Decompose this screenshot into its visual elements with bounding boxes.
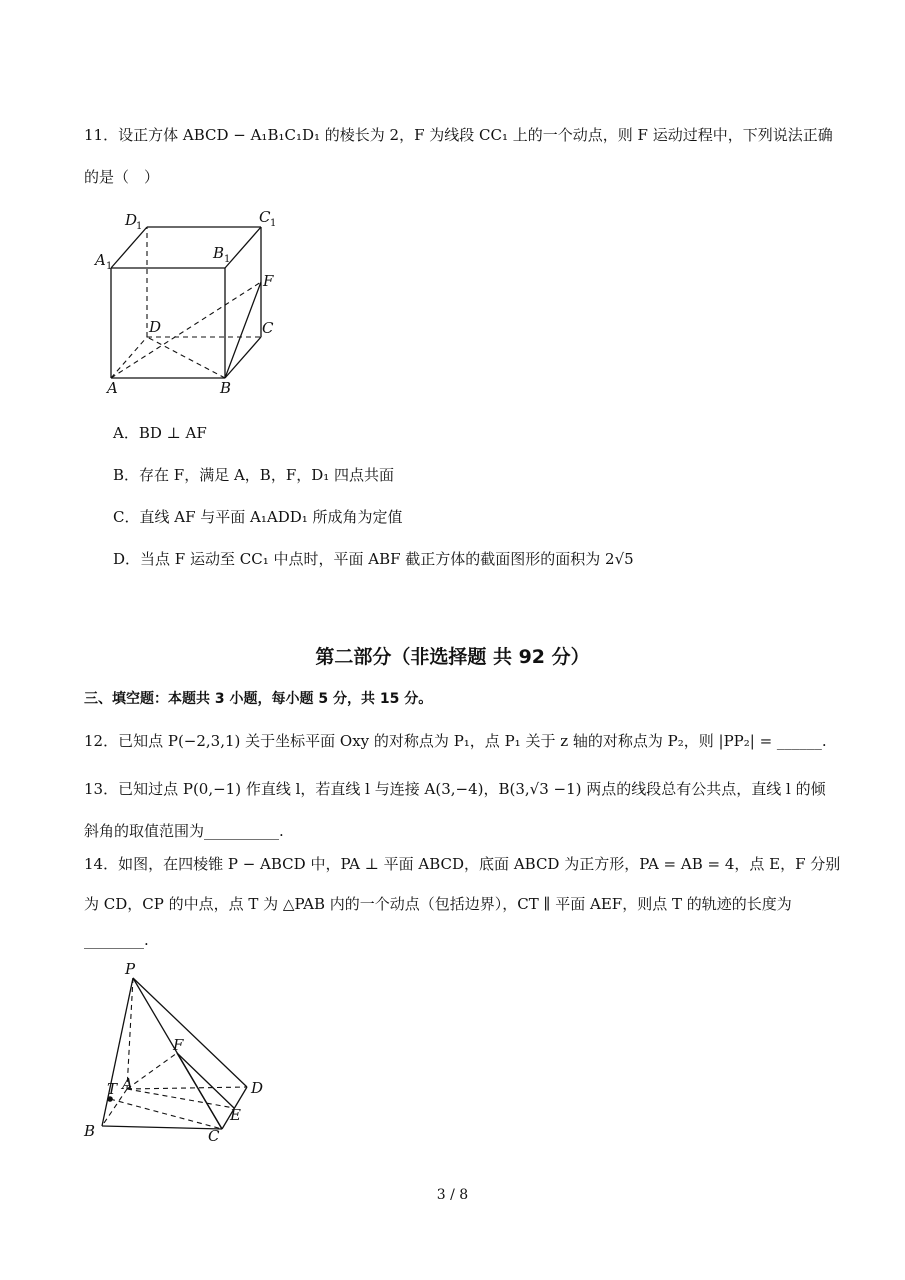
label-a: A (107, 379, 118, 397)
edge-a-d (127, 1087, 247, 1089)
label-p: P (125, 960, 136, 978)
label-b: B (84, 1122, 96, 1140)
section3-heading: 三、填空题：本题共 3 小题，每小题 5 分，共 15 分。 (84, 691, 433, 707)
diagonal-b-d (147, 337, 225, 378)
label-b1: B (213, 244, 225, 262)
q14-stem-line2: 为 CD，CP 的中点，点 T 为 △PAB 内的一个动点（包括边界），CT ∥ 平面 AEF，则点 T 的轨迹的长度为 (84, 895, 792, 913)
label-c: C (208, 1127, 220, 1145)
label-e: E (230, 1106, 241, 1124)
label-f: F (263, 272, 274, 290)
page-number: 3 / 8 (436, 1187, 469, 1203)
svg-text:1: 1 (224, 254, 231, 265)
pyramid-figure (80, 958, 280, 1148)
q11-option-b: B．存在 F，满足 A，B，F，D₁ 四点共面 (113, 466, 395, 484)
label-a1: A (95, 251, 106, 269)
edge-a1-d1 (111, 227, 147, 268)
label-d1: D (125, 211, 138, 229)
part2-title: 第二部分（非选择题 共 92 分） (315, 646, 590, 668)
svg-text:1: 1 (106, 261, 113, 272)
q14-stem-line3: ________. (84, 931, 149, 949)
edge-b-c (102, 1126, 222, 1129)
svg-text:1: 1 (136, 221, 143, 232)
edge-a-d (111, 337, 147, 378)
label-t: T (107, 1080, 118, 1098)
q13-stem-line2: 斜角的取值范围为__________. (84, 822, 284, 840)
q13-stem-line1: 13．已知过点 P(0,−1) 作直线 l，若直线 l 与连接 A(3,−4)，B(3,√3 −1) 两点的线段总有公共点，直线 l 的倾 (84, 780, 826, 798)
label-d: D (149, 318, 162, 336)
label-b: B (220, 379, 232, 397)
segment-b-f (225, 282, 261, 378)
label-f: F (173, 1036, 184, 1054)
q12-stem: 12．已知点 P(−2,3,1) 关于坐标平面 Oxy 的对称点为 P₁，点 P₁ 关于 z 轴的对称点为 P₂，则 |PP₂| = ______. (84, 732, 827, 750)
q11-stem-line2: 的是（ ） (84, 168, 160, 186)
q14-stem-line1: 14．如图，在四棱锥 P − ABCD 中，PA ⊥ 平面 ABCD，底面 ABCD 为正方形，PA = AB = 4，点 E，F 分别 (84, 855, 841, 873)
label-c: C (262, 319, 274, 337)
svg-text:1: 1 (270, 218, 277, 229)
edge-p-d (133, 978, 247, 1087)
q11-option-d: D．当点 F 运动至 CC₁ 中点时，平面 ABF 截正方体的截面图形的面积为 2√5 (113, 550, 634, 568)
edge-b-c (225, 337, 261, 378)
label-d: D (251, 1079, 264, 1097)
label-c1: C (259, 208, 271, 226)
cube-figure (85, 200, 305, 400)
label-a: A (122, 1075, 133, 1093)
edge-b1-c1 (225, 227, 261, 268)
segment-a-f (127, 1053, 177, 1089)
segment-f-c (177, 1053, 222, 1129)
segment-t-c (110, 1099, 222, 1129)
q11-stem-line1: 11．设正方体 ABCD − A₁B₁C₁D₁ 的棱长为 2，F 为线段 CC₁ 上的一个动点，则 F 运动过程中，下列说法正确 (84, 126, 833, 144)
q11-option-a: A．BD ⊥ AF (113, 424, 207, 442)
q11-option-c: C．直线 AF 与平面 A₁ADD₁ 所成角为定值 (113, 508, 403, 526)
